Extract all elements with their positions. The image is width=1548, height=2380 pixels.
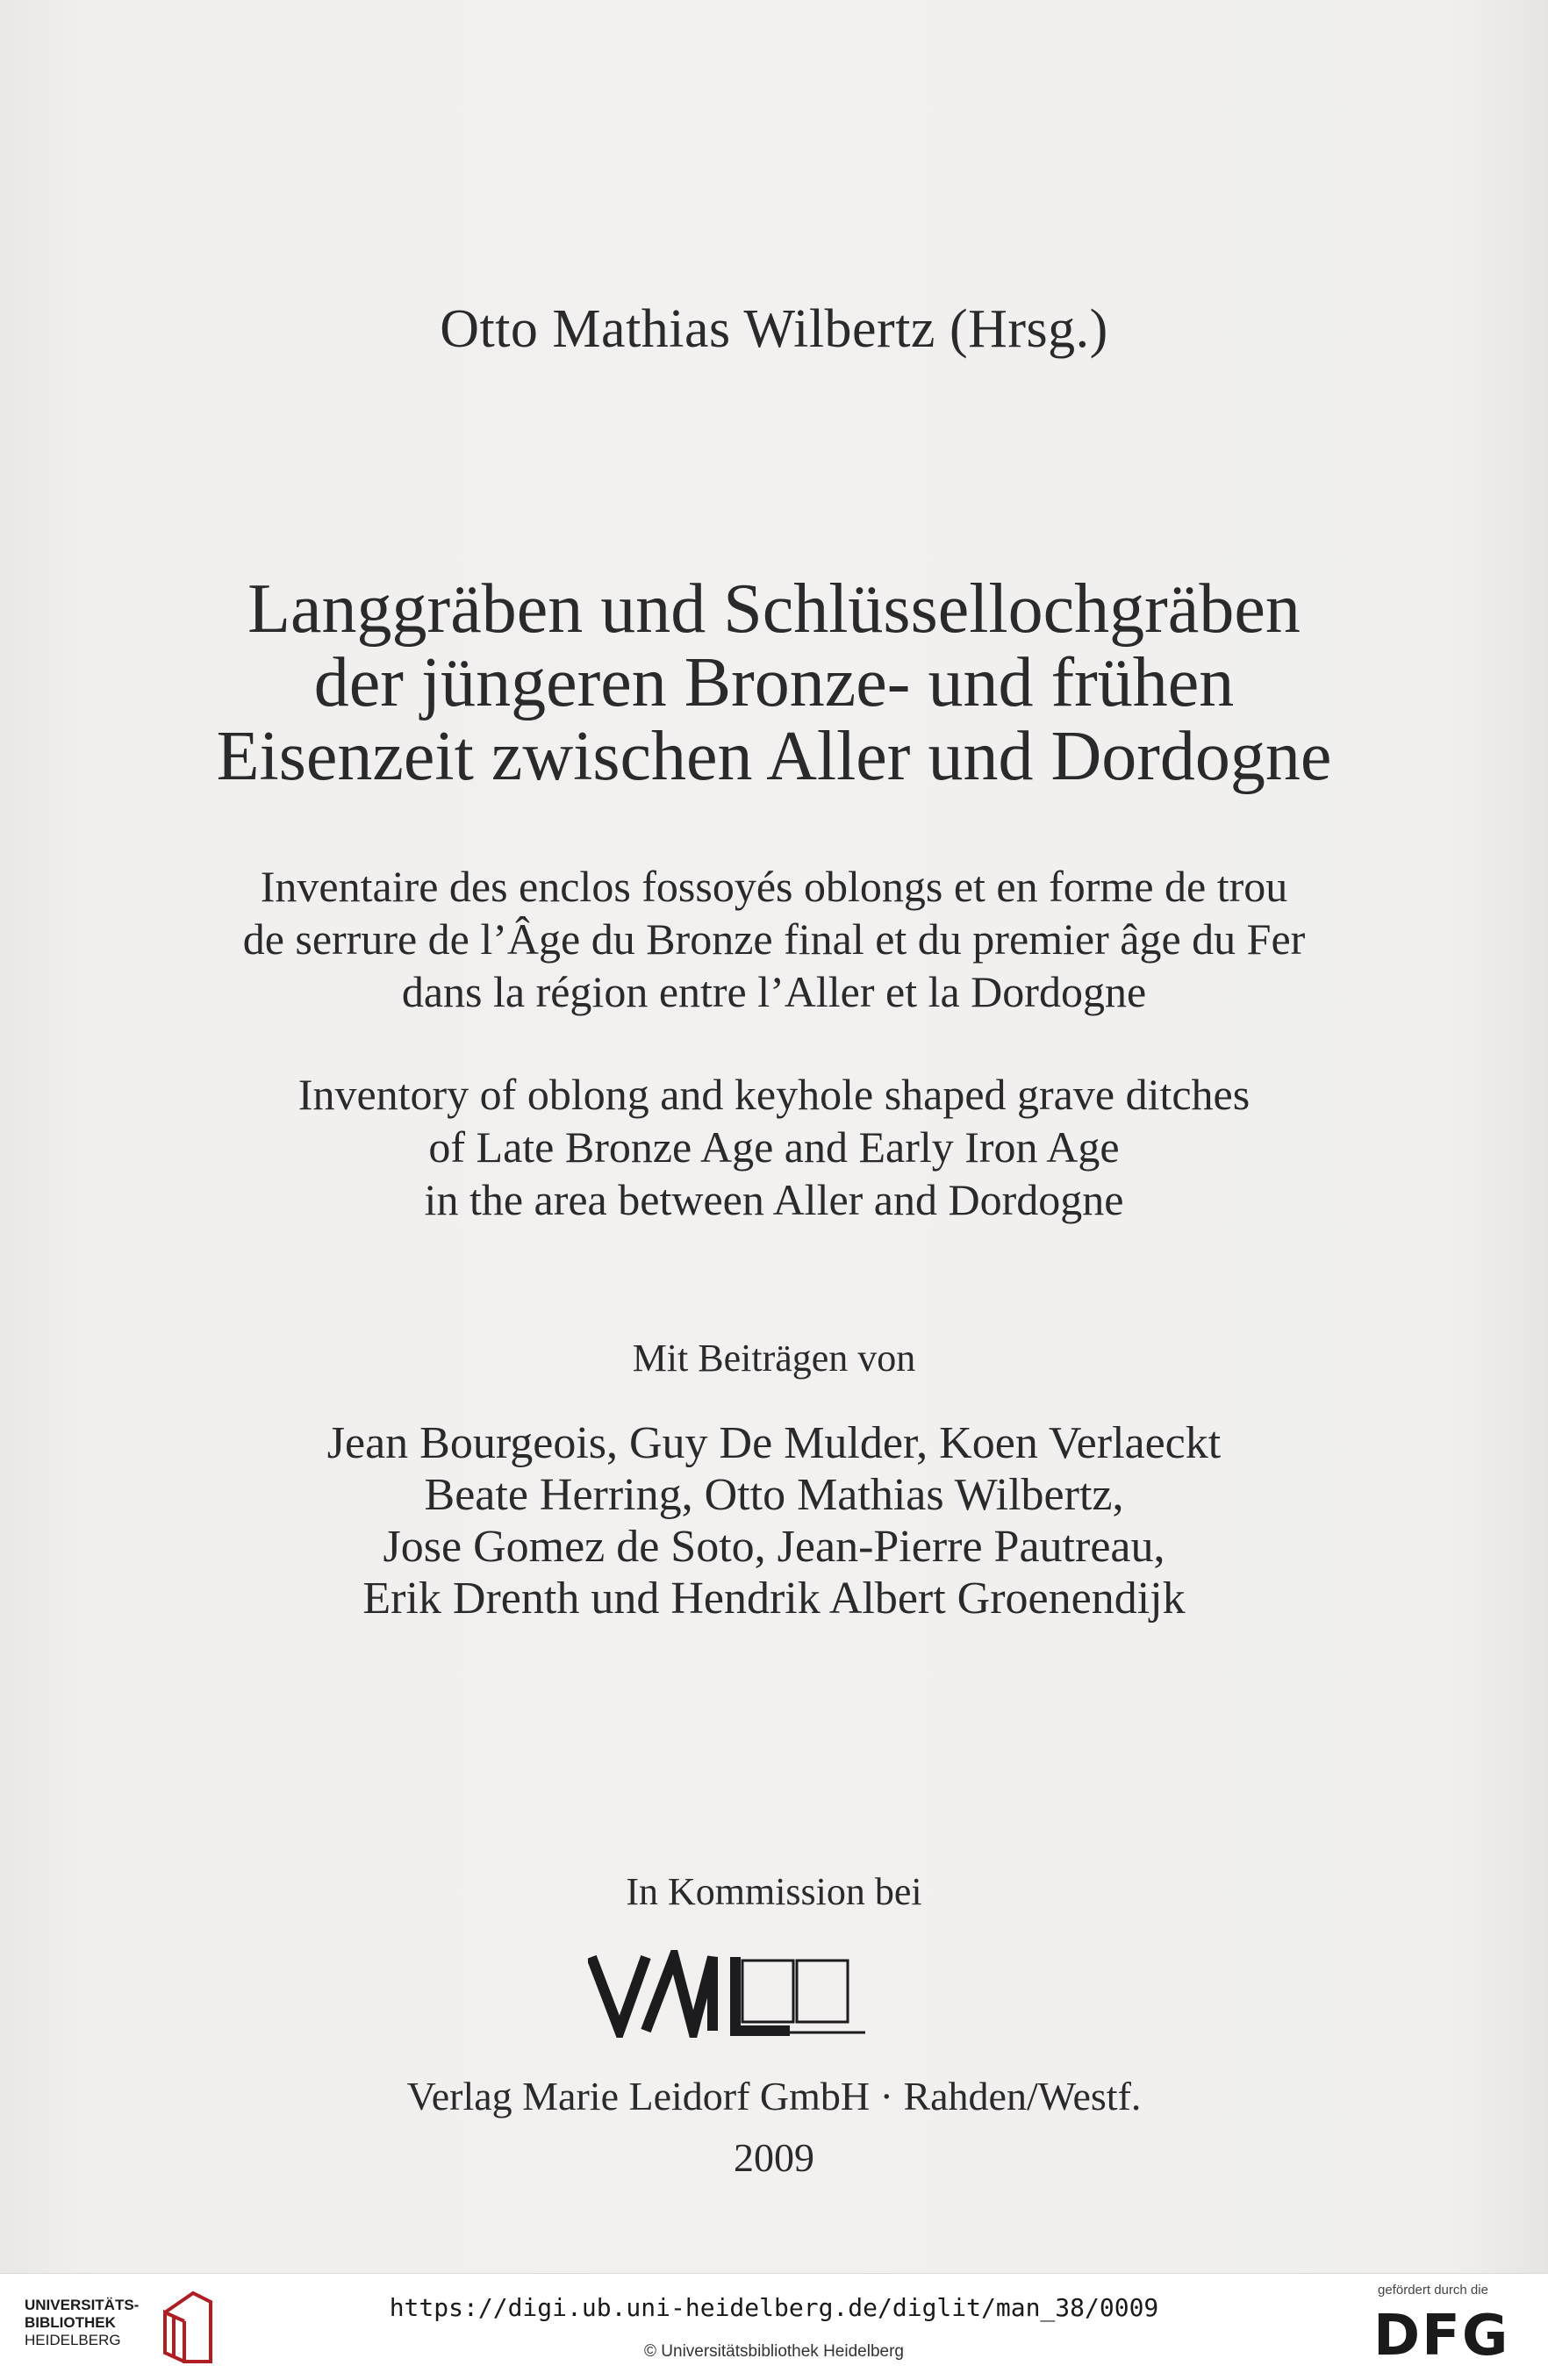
contributions-label: Mit Beiträgen von (632, 1337, 916, 1380)
editor-name: Otto Mathias Wilbertz (Hrsg.) (440, 299, 1108, 359)
copyright-notice: © Universitätsbibliothek Heidelberg (644, 2342, 904, 2361)
subtitle-english (0, 1068, 1548, 1226)
library-line: UNIVERSITÄTS- (25, 2297, 140, 2313)
author-line: Erik Drenth und Hendrik Albert Groenendijk (362, 1574, 1186, 1624)
title-line: der jüngeren Bronze- und frühen (313, 644, 1235, 721)
library-line: HEIDELBERG (25, 2332, 121, 2348)
publication-year: 2009 (734, 2135, 814, 2180)
publisher-line: Verlag Marie Leidorf GmbH · Rahden/Westf. (406, 2074, 1142, 2118)
title-line: Langgräben und Schlüssellochgräben (247, 570, 1301, 648)
subtitle-line: dans la région entre l’Aller et la Dordogne (401, 967, 1147, 1016)
author-line: Jose Gomez de Soto, Jean-Pierre Pautreau, (383, 1522, 1165, 1572)
subtitle-line: of Late Bronze Age and Early Iron Age (428, 1122, 1120, 1172)
subtitle-line: Inventaire des enclos fossoyés oblongs et en forme de trou (260, 862, 1288, 911)
library-line: BIBLIOTHEK (25, 2314, 116, 2331)
author-line: Jean Bourgeois, Guy De Mulder, Koen Verlaeckt (326, 1418, 1222, 1468)
digitization-footer (0, 2273, 1548, 2380)
book-title (0, 572, 1548, 793)
title-line: Eisenzeit zwischen Aller und Dordogne (216, 718, 1332, 795)
subtitle-line: Inventory of oblong and keyhole shaped grave ditches (297, 1070, 1251, 1119)
author-list (0, 1417, 1548, 1624)
subtitle-line: in the area between Aller and Dordogne (424, 1175, 1124, 1224)
funding-note: gefördert durch die (1378, 2283, 1488, 2298)
dfg-logo: DFG (1373, 2304, 1510, 2369)
permalink-url[interactable]: https://digi.ub.uni-heidelberg.de/diglit/man_38/0009 (389, 2293, 1159, 2322)
author-line: Beate Herring, Otto Mathias Wilbertz, (424, 1470, 1124, 1520)
vml-logo (588, 1950, 869, 2038)
subtitle-line: de serrure de l’Âge du Bronze final et du premier âge du Fer (242, 914, 1306, 964)
kommission-label: In Kommission bei (626, 1870, 922, 1913)
subtitle-french (0, 860, 1548, 1018)
